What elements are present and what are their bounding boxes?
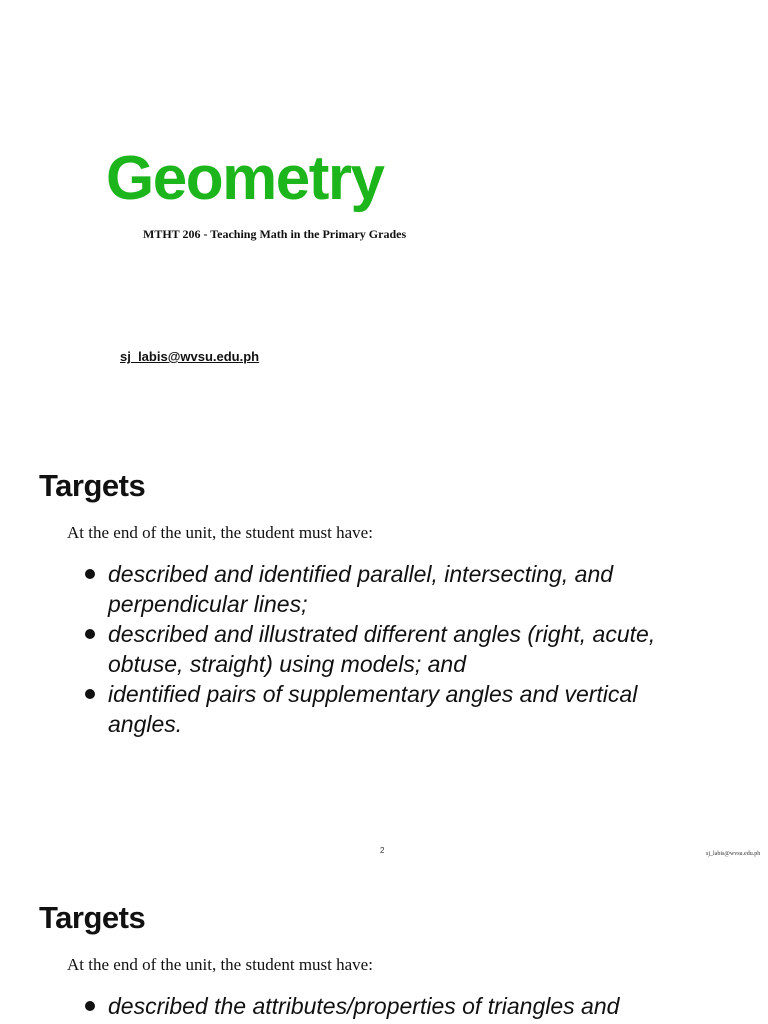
- list-item: [82, 991, 692, 1021]
- target-list: [82, 559, 692, 739]
- targets-slide: [0, 430, 768, 862]
- bullet-icon: [85, 629, 95, 639]
- slide-heading: Targets: [39, 900, 146, 935]
- list-item-text: described the attributes/properties of triangles and: [108, 993, 620, 1019]
- list-item: [82, 679, 692, 739]
- course-subtitle: MTHT 206 - Teaching Math in the Primary Grades: [143, 227, 407, 241]
- bullet-icon: [85, 1001, 95, 1011]
- bullet-icon: [85, 689, 95, 699]
- title-slide: [0, 0, 768, 430]
- list-item: [82, 619, 692, 679]
- intro-text: At the end of the unit, the student must have:: [67, 523, 373, 542]
- page-number: 2: [380, 846, 385, 855]
- bullet-icon: [85, 569, 95, 579]
- list-item-text: identified pairs of supplementary angles and vertical angles.: [108, 681, 638, 737]
- slide-heading: Targets: [39, 468, 146, 503]
- list-item-text: described and illustrated different angles (right, acute, obtuse, straight) using models; and: [108, 621, 656, 677]
- list-item: [82, 559, 692, 619]
- email-link[interactable]: sj_labis@wvsu.edu.ph: [120, 349, 260, 364]
- footer-email: sj_labis@wvsu.edu.ph: [706, 851, 761, 857]
- intro-text: At the end of the unit, the student must have:: [67, 955, 373, 974]
- target-list: [82, 991, 692, 1021]
- list-item-text: described and identified parallel, intersecting, and perpendicular lines;: [108, 561, 614, 617]
- targets-slide-continued: [0, 862, 768, 1024]
- slide-title: Geometry: [106, 144, 384, 213]
